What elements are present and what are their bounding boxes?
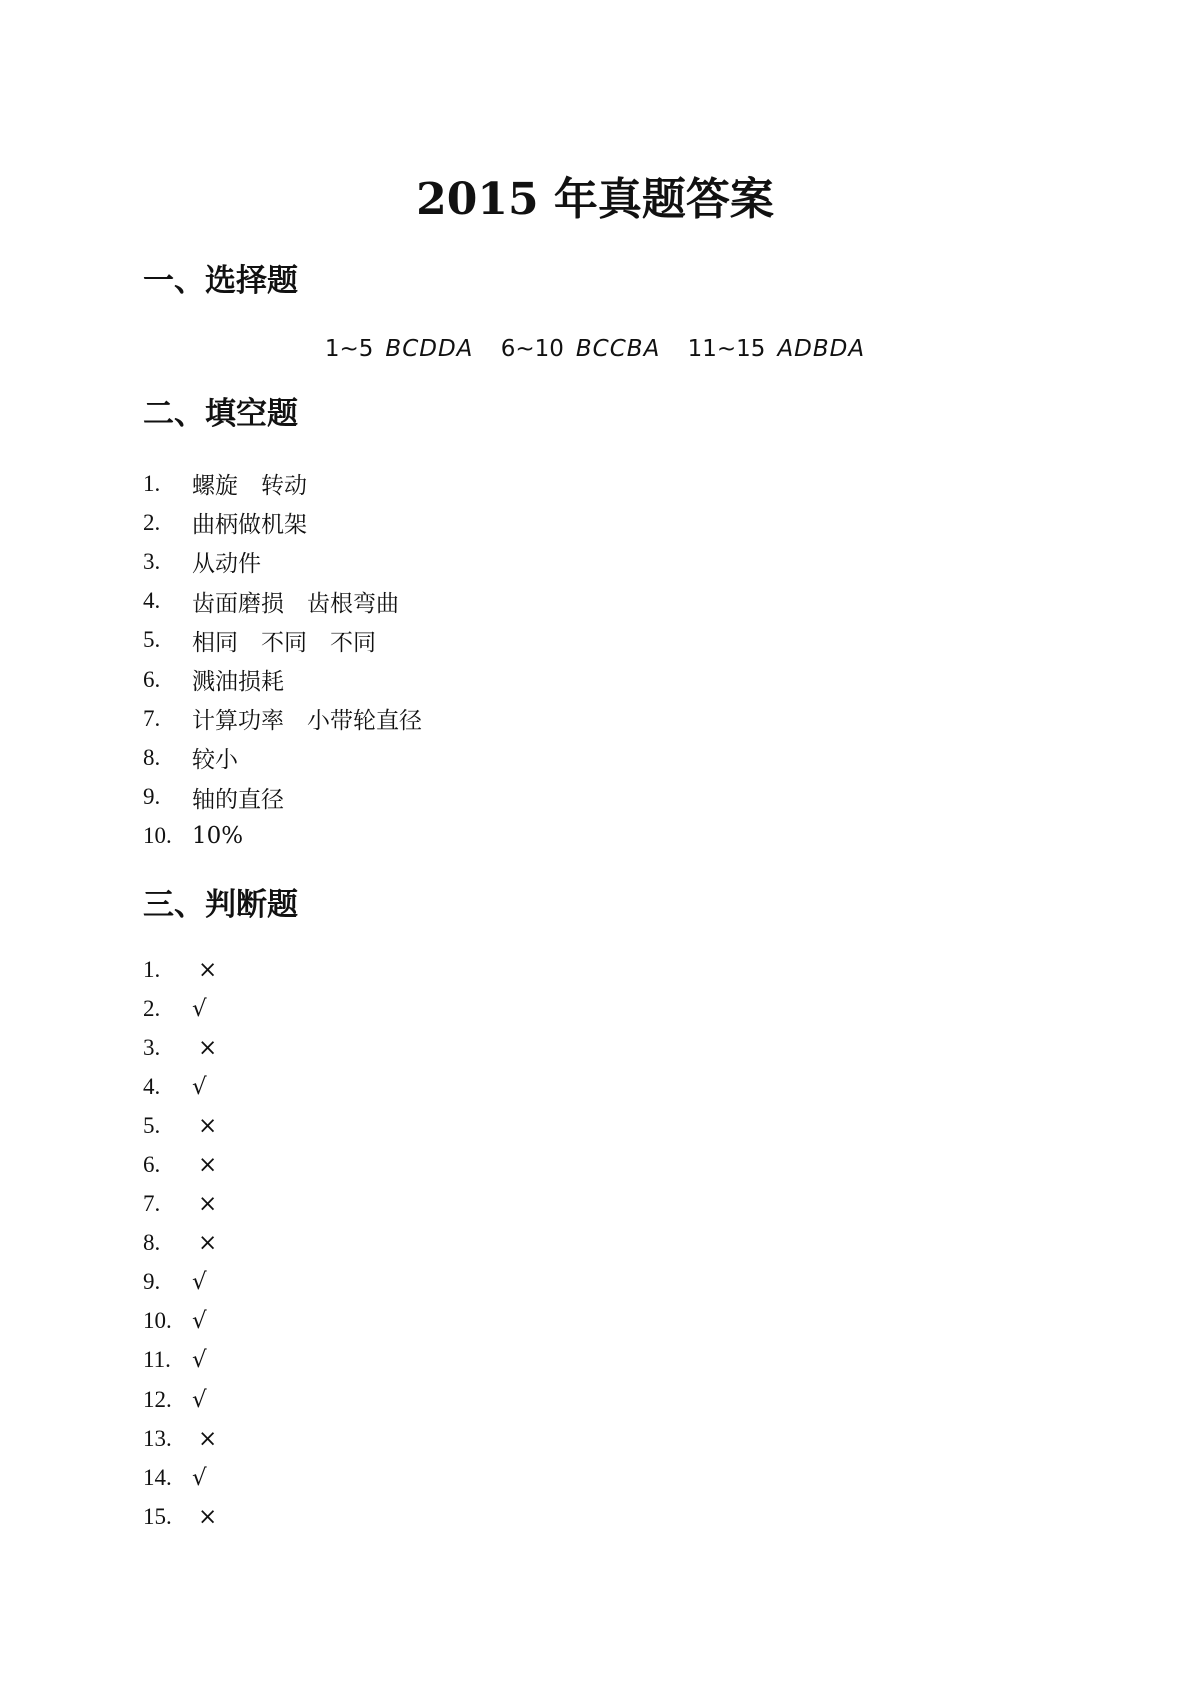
item-number: 9. [143,1269,161,1295]
judge-mark: √ [192,1269,207,1296]
list-item [143,1497,217,1536]
item-number: 4. [143,588,161,614]
item-answer: 溅油损耗 [192,669,284,696]
list-item [143,738,422,777]
list-item [143,660,422,699]
judge-mark: × [198,1112,218,1139]
judge-mark: × [198,956,218,983]
item-number: 3. [143,1034,161,1060]
item-number: 9. [143,784,161,810]
section-heading-judge: 三、判断题 [143,887,298,923]
choice-answer: ADBDA [777,336,866,362]
choice-group [688,333,865,365]
list-item [143,989,217,1028]
list-item [143,1145,217,1184]
item-number: 4. [143,1073,161,1099]
item-number: 6. [143,666,161,692]
item-number: 7. [143,1191,161,1217]
item-number: 2. [143,509,161,535]
item-answer: 相同 不同 不同 [192,629,376,656]
list-item [143,1224,217,1263]
item-number: 8. [143,1230,161,1256]
item-number: 10. [143,823,172,849]
item-number: 8. [143,744,161,770]
list-item [143,621,422,660]
item-number: 14. [143,1464,172,1490]
choice-answers [0,333,1190,365]
judge-answer-list [143,950,217,1536]
list-item [143,1028,217,1067]
choice-range: 1~5 [324,336,374,362]
item-number: 1. [143,470,161,496]
item-number: 1. [143,956,161,982]
section-heading-choice: 一、选择题 [143,263,298,299]
list-item [143,699,422,738]
judge-mark: √ [192,1308,207,1335]
list-item [143,1067,217,1106]
item-answer: 齿面磨损 齿根弯曲 [192,590,399,617]
choice-group [325,333,474,365]
list-item [143,817,422,856]
choice-range: 6~10 [500,336,564,362]
judge-mark: × [198,1425,218,1452]
item-number: 7. [143,705,161,731]
list-item [143,464,422,503]
choice-answer: BCCBA [575,336,661,362]
judge-mark: √ [192,1073,207,1100]
item-answer: 螺旋 转动 [192,473,307,500]
item-answer: 10% [192,823,244,850]
item-number: 2. [143,995,161,1021]
list-item [143,1380,217,1419]
list-item [143,582,422,621]
list-item [143,1185,217,1224]
item-answer: 计算功率 小带轮直径 [192,708,422,735]
list-item [143,1106,217,1145]
list-item [143,1458,217,1497]
judge-mark: × [198,1191,218,1218]
list-item [143,1419,217,1458]
judge-mark: √ [192,1347,207,1374]
choice-range: 11~15 [687,336,766,362]
item-number: 11. [143,1347,171,1373]
item-answer: 较小 [192,747,238,774]
item-answer: 轴的直径 [192,786,284,813]
item-number: 5. [143,1112,161,1138]
choice-answer: BCDDA [385,336,474,362]
list-item [143,1302,217,1341]
judge-mark: × [198,1503,218,1530]
item-answer: 曲柄做机架 [192,512,307,539]
judge-mark: × [198,1152,218,1179]
item-answer: 从动件 [192,551,261,578]
judge-mark: √ [192,1464,207,1491]
list-item [143,1341,217,1380]
item-number: 12. [143,1386,172,1412]
item-number: 10. [143,1308,172,1334]
judge-mark: × [198,1034,218,1061]
item-number: 15. [143,1503,172,1529]
item-number: 6. [143,1152,161,1178]
page-title: 2015 年真题答案 [416,174,774,225]
item-number: 5. [143,627,161,653]
judge-mark: √ [192,995,207,1022]
choice-group [501,333,661,365]
list-item [143,542,422,581]
list-item [143,778,422,817]
judge-mark: √ [192,1386,207,1413]
list-item [143,1263,217,1302]
item-number: 13. [143,1425,172,1451]
judge-mark: × [198,1230,218,1257]
item-number: 3. [143,548,161,574]
list-item [143,950,217,989]
fill-answer-list [143,464,422,856]
list-item [143,503,422,542]
section-heading-fill: 二、填空题 [143,396,298,432]
